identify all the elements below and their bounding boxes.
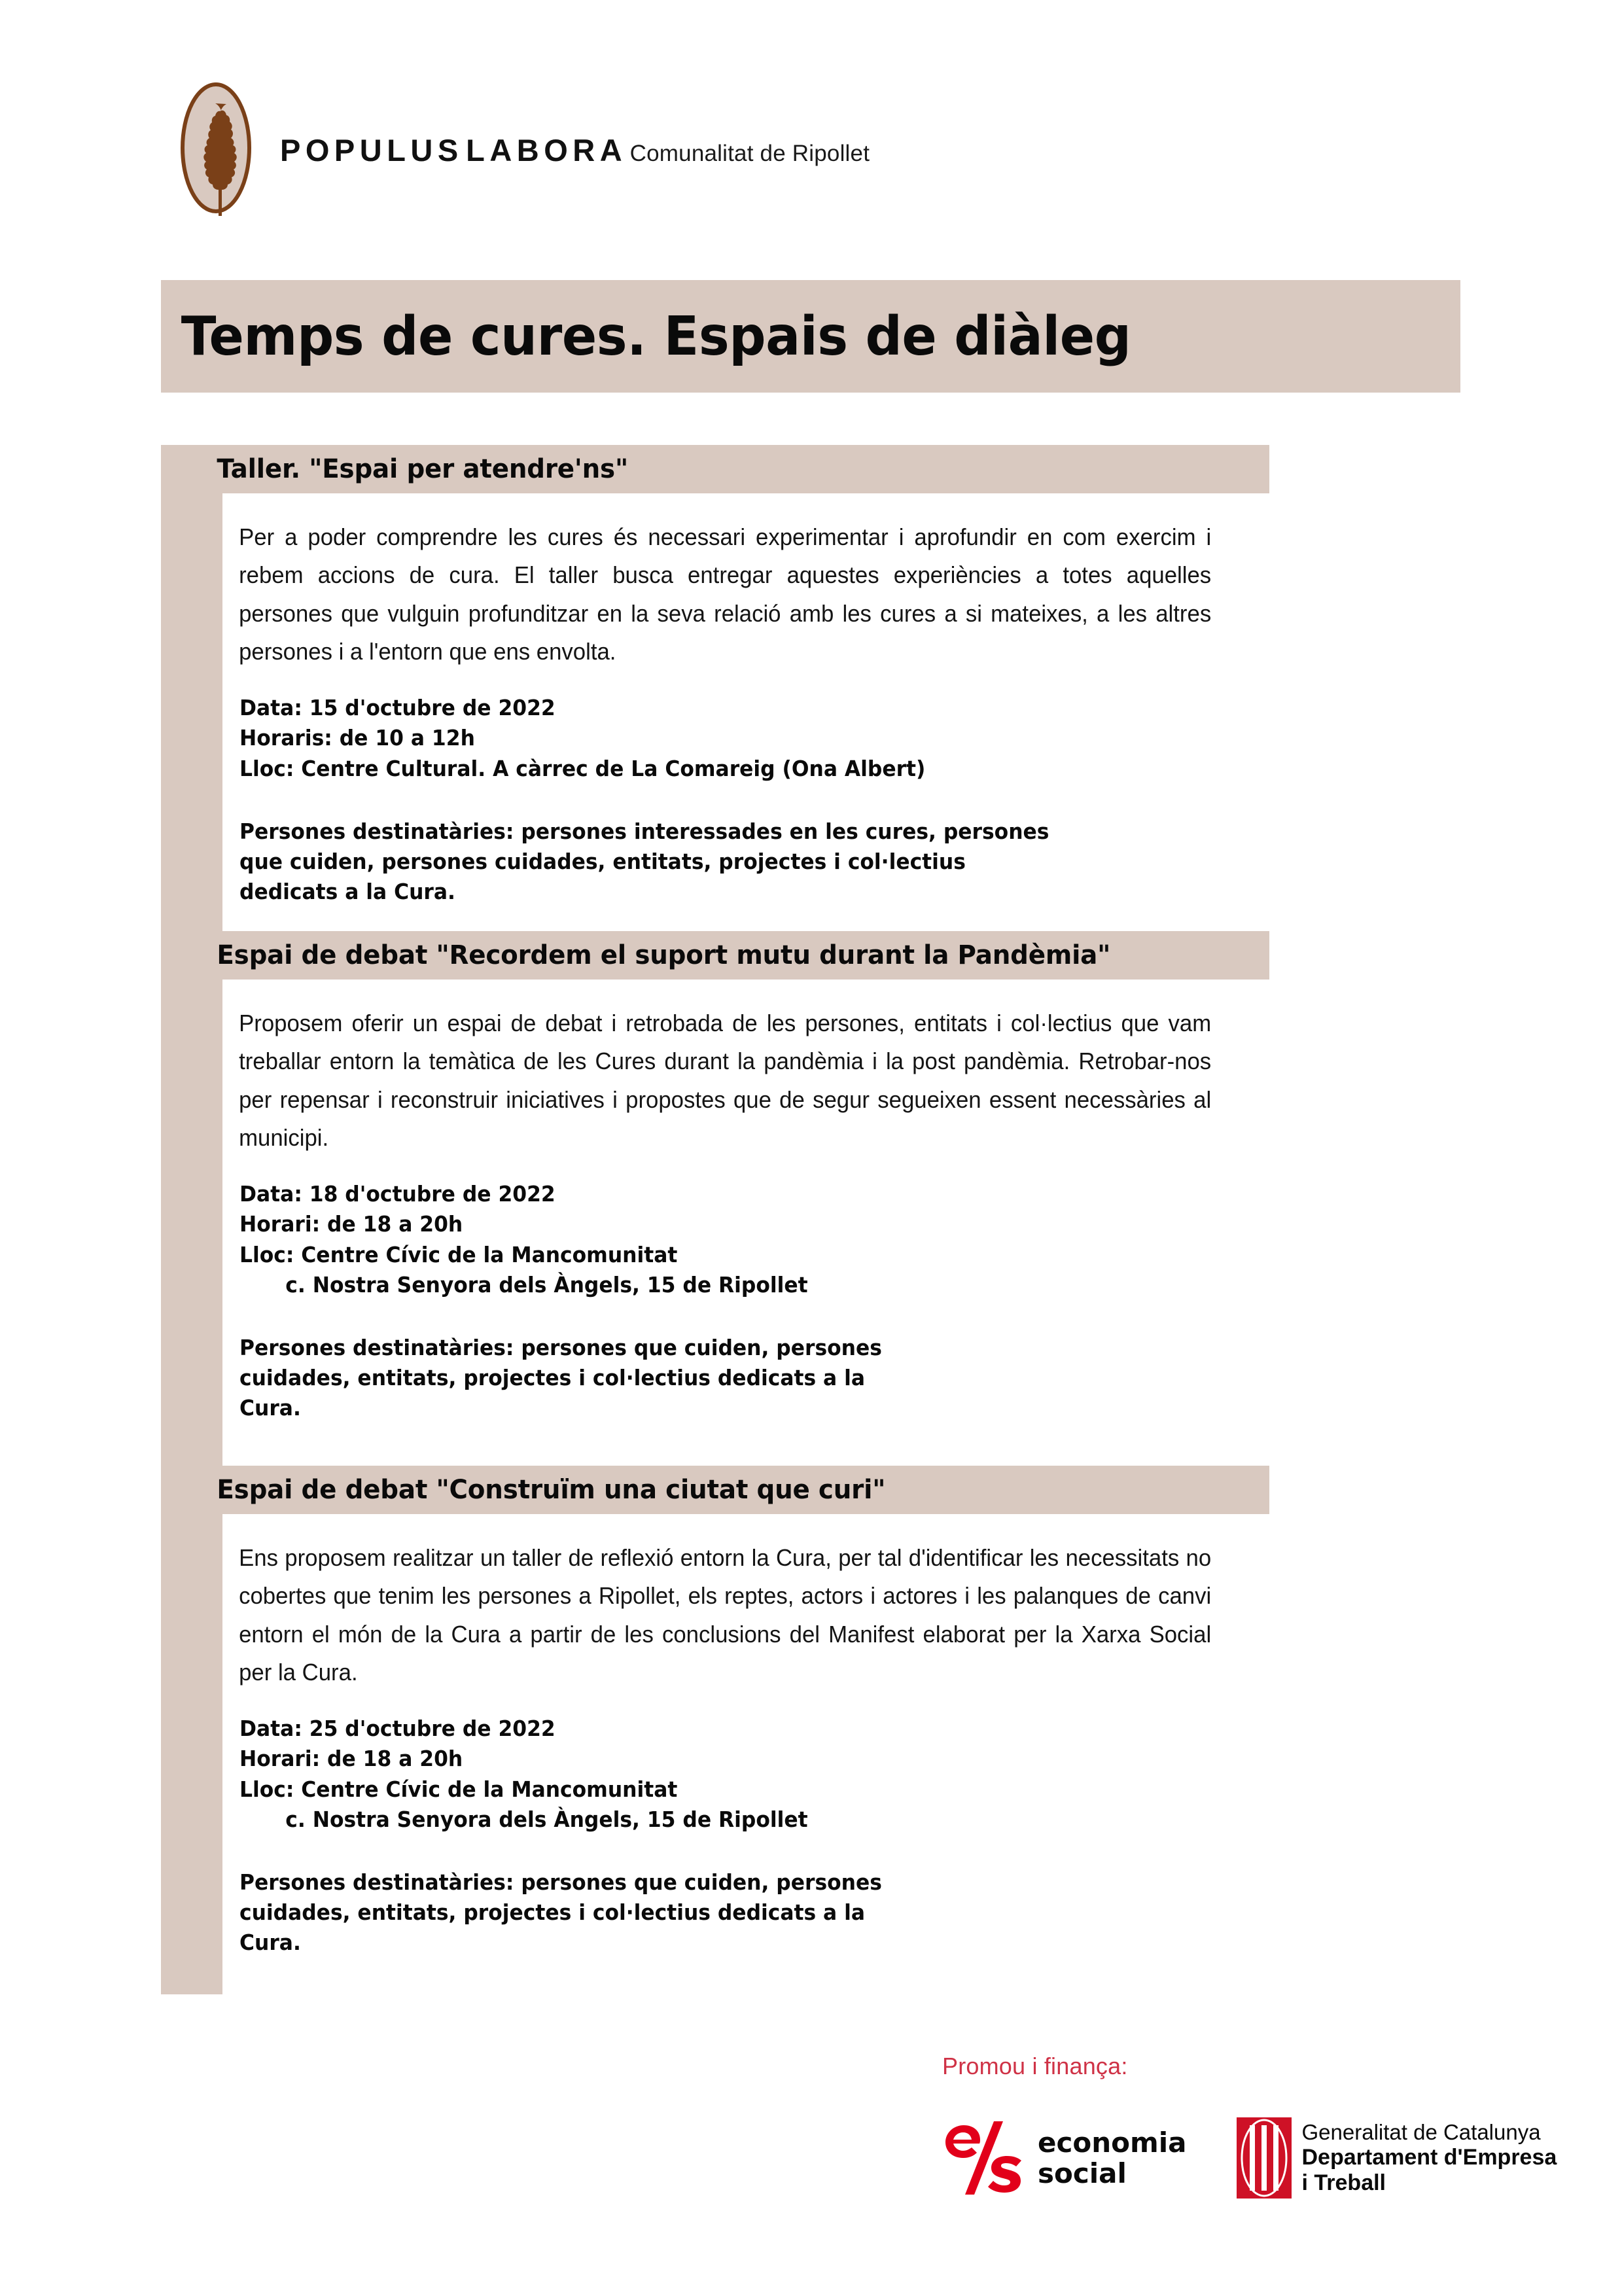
section-body	[222, 1514, 1460, 1958]
meta-date: Data: 18 d'octubre de 2022	[239, 1181, 555, 1207]
gen-line-1: Generalitat de Catalunya	[1301, 2120, 1541, 2145]
target-line: cuidades, entitats, projectes i col·lectius dedicats a la	[239, 1365, 866, 1391]
section-intro-paragraph: Per a poder comprendre les cures és necessari experimentar i aprofundir en com exercim i rebem accions de cura. El taller busca entregar aquestes experiències a totes aquelles persones que vulguin profunditzar en la seva relació amb les cures a si mateixes, a les altres persones i a l'entorn que ens envolta.	[239, 523, 1212, 665]
es-line-2: social	[1038, 2157, 1127, 2189]
generalitat-senyera-oval-icon	[1237, 2117, 1292, 2199]
section-target-audience	[222, 1835, 1460, 1958]
footer-logo-row	[942, 2117, 1596, 2199]
meta-address: c. Nostra Senyora dels Àngels, 15 de Ripollet	[285, 1806, 808, 1832]
target-line: Persones destinatàries: persones que cuiden, persones	[239, 1869, 882, 1895]
brand-wordmark	[280, 127, 870, 169]
section-header-bar	[161, 931, 1269, 980]
poplar-tree-oval-icon	[178, 80, 254, 216]
section-meta-block	[222, 671, 1460, 784]
meta-place: Lloc: Centre Cívic de la Mancomunitat	[239, 1776, 678, 1802]
left-accent-strip	[161, 445, 222, 1994]
page-title-banner	[161, 280, 1460, 393]
section-target-audience	[222, 1300, 1460, 1424]
target-line: que cuiden, persones cuidades, entitats, projectes i col·lectius	[239, 849, 966, 874]
meta-place: Lloc: Centre Cívic de la Mancomunitat	[239, 1241, 678, 1267]
section-body	[222, 980, 1460, 1424]
target-line: Persones destinatàries: persones interessades en les cures, persones	[239, 818, 1049, 844]
economia-social-logo	[942, 2120, 1187, 2196]
target-line: dedicats a la Cura.	[239, 879, 455, 905]
meta-place: Lloc: Centre Cultural. A càrrec de La Comareig (Ona Albert)	[239, 755, 926, 781]
meta-time: Horaris: de 10 a 12h	[239, 725, 475, 751]
target-line: Cura.	[239, 1930, 301, 1956]
economia-social-wordmark	[1038, 2127, 1187, 2189]
brand-line-1: POPULUS	[280, 132, 463, 168]
meta-time: Horari: de 18 a 20h	[239, 1211, 463, 1237]
generalitat-logo	[1237, 2117, 1557, 2199]
section-intro-paragraph: Ens proposem realitzar un taller de reflexió entorn la Cura, per tal d'identificar les necessitats no cobertes que tenim les persones a Ripollet, els reptes, actors i actores i les palanques de canvi entorn el món de la Cura a partir de les conclusions del Manifest elaborat per la Xarxa Social per la Cura.	[239, 1544, 1212, 1686]
section-header-bar	[161, 445, 1269, 493]
meta-time: Horari: de 18 a 20h	[239, 1746, 463, 1772]
brand-subtitle: Comunalitat de Ripollet	[629, 140, 870, 166]
brand-logo	[178, 80, 870, 216]
page-title: Temps de cures. Espais de diàleg	[181, 305, 1131, 368]
target-line: Cura.	[239, 1395, 301, 1421]
section-title: Taller. "Espai per atendre'ns"	[217, 454, 628, 484]
es-line-1: economia	[1038, 2126, 1187, 2159]
target-line: Persones destinatàries: persones que cuiden, persones	[239, 1335, 882, 1360]
section-title: Espai de debat "Recordem el suport mutu durant la Pandèmia"	[217, 940, 1111, 970]
section-body	[222, 493, 1460, 907]
gen-line-3: i Treball	[1301, 2170, 1386, 2195]
footer-sponsors	[942, 2055, 1596, 2199]
e-slash-s-icon	[942, 2120, 1026, 2196]
section-target-audience	[222, 784, 1460, 908]
meta-address: c. Nostra Senyora dels Àngels, 15 de Ripollet	[285, 1271, 808, 1298]
section-header-bar	[161, 1466, 1269, 1514]
meta-date: Data: 25 d'octubre de 2022	[239, 1716, 555, 1742]
gen-line-2: Departament d'Empresa	[1301, 2145, 1557, 2170]
footer-label: Promou i finança:	[942, 2053, 1128, 2079]
brand-line-2: LABORA	[466, 132, 627, 168]
section-meta-block	[222, 1157, 1460, 1300]
section-intro-paragraph: Proposem oferir un espai de debat i retrobada de les persones, entitats i col·lectius que vam treballar entorn la temàtica de les Cures durant la pandèmia i la post pandèmia. Retrobar-nos per repensar i reconstruir iniciatives i propostes que de segur segueixen essent necessàries al municipi.	[239, 1010, 1212, 1151]
section-meta-block	[222, 1691, 1460, 1835]
meta-date: Data: 15 d'octubre de 2022	[239, 695, 555, 721]
target-line: cuidades, entitats, projectes i col·lectius dedicats a la	[239, 1899, 866, 1926]
section-title: Espai de debat "Construïm una ciutat que curi"	[217, 1475, 886, 1505]
generalitat-wordmark	[1302, 2120, 1557, 2195]
